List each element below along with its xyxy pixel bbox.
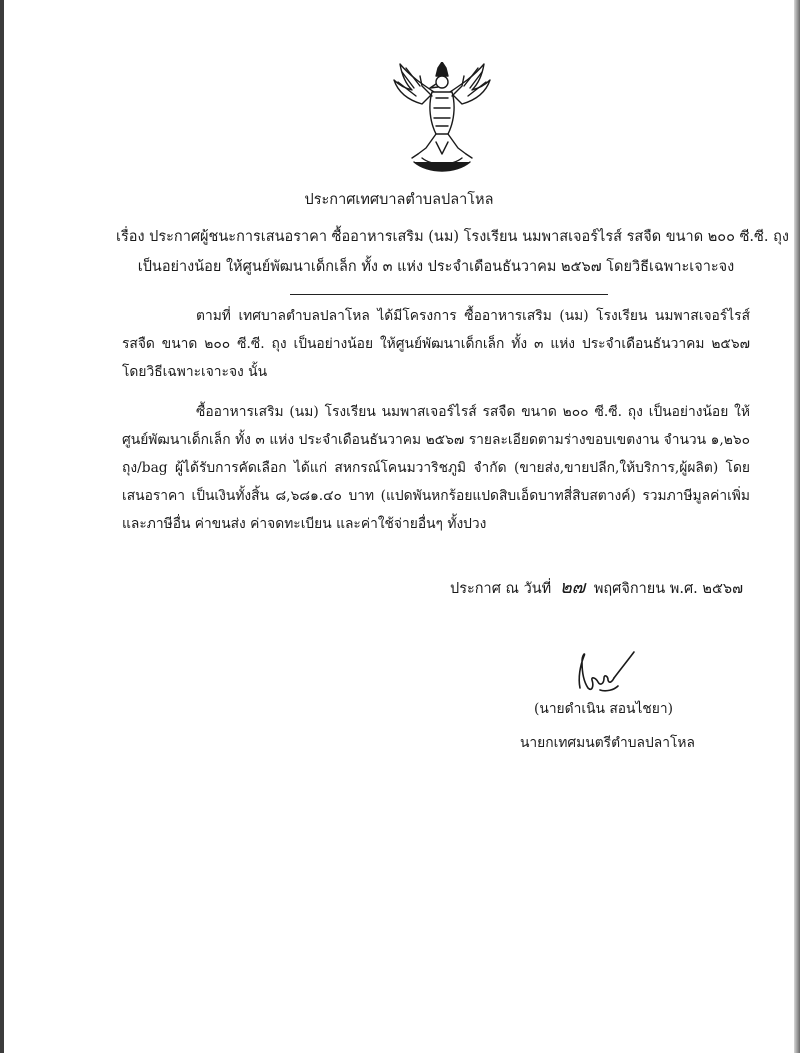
body-paragraph-1: ตามที่ เทศบาลตำบลปลาโหล ได้มีโครงการ ซื้ออาหารเสริม (นม) โรงเรียน นมพาสเจอร์ไรส์ รสจืด ขนาด ๒๐๐ ซี.ซี. ถุง เป็นอย่างน้อย ให้ศูนย์พัฒนาเด็กเล็ก ทั้ง ๓ แห่ง ประจำเดือนธันวาคม ๒๕๖๗ โดยวิธีเฉพาะเจาะจง นั้น <box>122 308 750 380</box>
garuda-emblem-icon <box>392 62 492 174</box>
separator-line <box>290 294 608 295</box>
document-page <box>4 0 794 1053</box>
signer-name: (นายดำเนิน สอนไชยา) <box>534 701 673 717</box>
office-title: ประกาศเทศบาลตำบลปลาโหล <box>304 192 494 208</box>
subject-block <box>116 222 789 282</box>
scan-edge-shadow <box>794 0 800 1053</box>
announcement-date <box>450 576 743 601</box>
date-month-year: พฤศจิกายน พ.ศ. ๒๕๖๗ <box>593 581 744 597</box>
subject-line-1: เรื่อง ประกาศผู้ชนะการเสนอราคา ซื้ออาหารเสริม (นม) โรงเรียน นมพาสเจอร์ไรส์ รสจืด ขนาด ๒๐๐ ซี.ซี. ถุง <box>116 229 789 245</box>
body-paragraph-2: ซื้ออาหารเสริม (นม) โรงเรียน นมพาสเจอร์ไรส์ รสจืด ขนาด ๒๐๐ ซี.ซี. ถุง เป็นอย่างน้อย ให้ศูนย์พัฒนาเด็กเล็ก ทั้ง ๓ แห่ง ประจำเดือนธันวาคม ๒๕๖๗ รายละเอียดตามร่างขอบเขตงาน จำนวน ๑,๒๖๐ ถุง/bag ผู้ได้รับการคัดเลือก ได้แก่ สหกรณ์โคนมวาริชภูมิ จำกัด (ขายส่ง,ขายปลีก,ให้บริการ,ผู้ผลิต) โดยเสนอราคา เป็นเงินทั้งสิ้น ๘,๖๘๑.๔๐ บาท (แปดพันหกร้อยแปดสิบเอ็ดบาทสี่สิบสตางค์) รวมภาษีมูลค่าเพิ่มและภาษีอื่น ค่าขนส่ง ค่าจดทะเบียน และค่าใช้จ่ายอื่นๆ ทั้งปวง <box>122 404 750 532</box>
date-day: ๒๗ <box>559 577 586 598</box>
signer-position: นายกเทศมนตรีตำบลปลาโหล <box>520 735 695 751</box>
handwritten-signature-icon <box>570 648 640 696</box>
date-prefix: ประกาศ ณ วันที่ <box>450 581 552 597</box>
subject-line-2: เป็นอย่างน้อย ให้ศูนย์พัฒนาเด็กเล็ก ทั้ง ๓ แห่ง ประจำเดือนธันวาคม ๒๕๖๗ โดยวิธีเฉพาะเจาะจง <box>137 259 735 275</box>
